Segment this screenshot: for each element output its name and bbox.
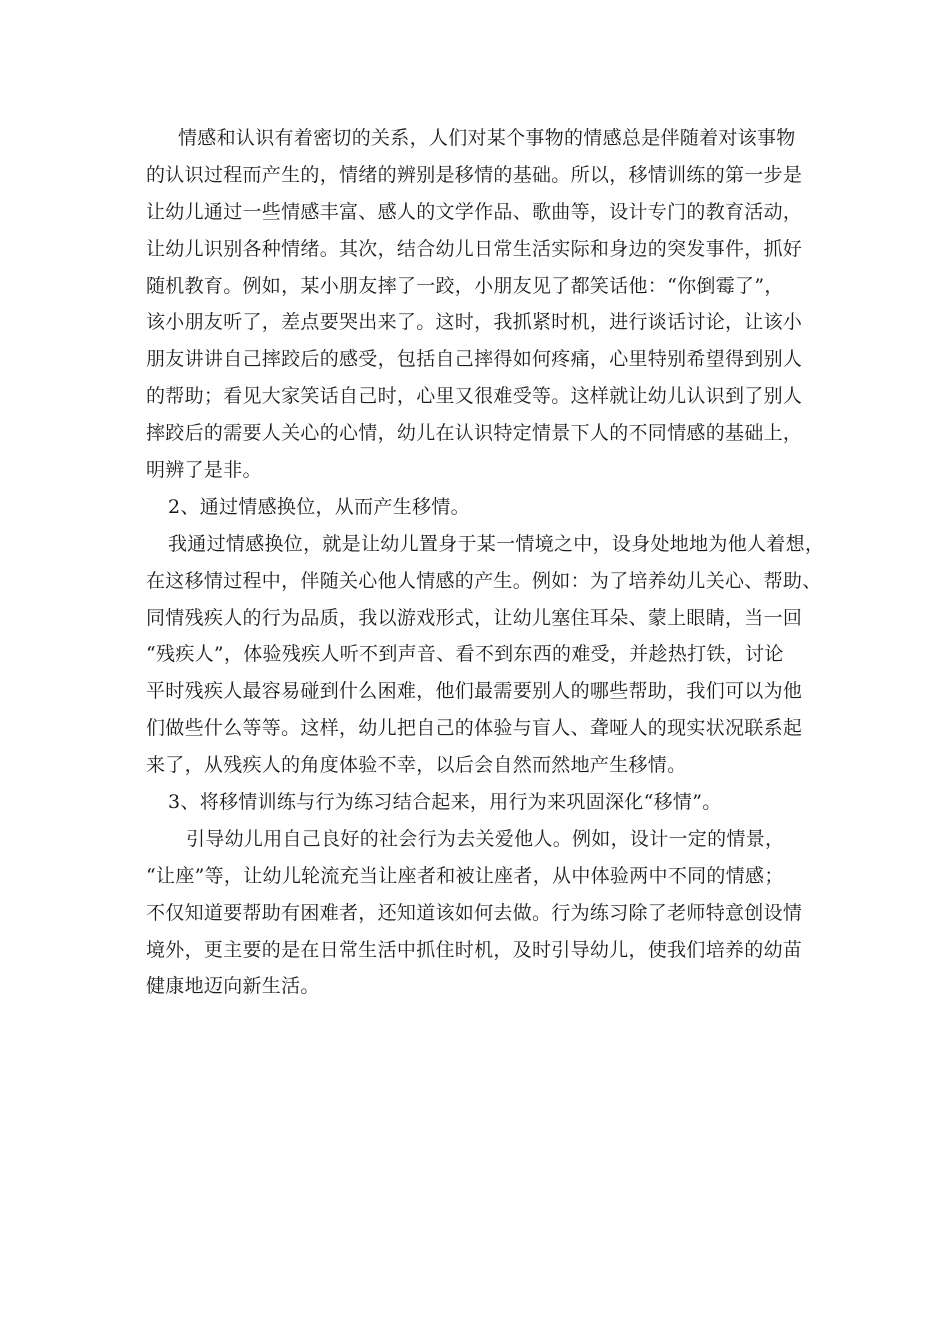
text-line: “让座”等，让幼儿轮流充当让座者和被让座者，从中体验两中不同的情感； — [146, 864, 784, 887]
paragraph-2 — [146, 526, 825, 784]
text-line: 随机教育。例如，某小朋友摔了一跤，小朋友见了都笑话他：“你倒霉了”， — [146, 274, 784, 297]
document-body — [146, 120, 825, 1005]
text-line: 境外，更主要的是在日常生活中抓住时机，及时引导幼儿，使我们培养的幼苗 — [146, 938, 803, 961]
text-line: 平时残疾人最容易碰到什么困难，他们最需要别人的哪些帮助，我们可以为他 — [146, 680, 803, 703]
text-line: 摔跤后的需要人关心的心情，幼儿在认识特定情景下人的不同情感的基础上， — [146, 422, 803, 445]
text-line: 让幼儿通过一些情感丰富、感人的文学作品、歌曲等，设计专门的教育活动， — [146, 200, 803, 223]
text-line: 我通过情感换位，就是让幼儿置身于某一情境之中，设身处地地为他人着想， — [168, 532, 825, 555]
text-line: 不仅知道要帮助有困难者，还知道该如何去做。行为练习除了老师特意创设情 — [146, 901, 803, 924]
text-line: 同情残疾人的行为品质，我以游戏形式，让幼儿塞住耳朵、蒙上眼睛，当一回 — [146, 606, 803, 629]
text-line: 情感和认识有着密切的关系，人们对某个事物的情感总是伴随着对该事物 — [178, 127, 796, 149]
text-line: 健康地迈向新生活。 — [146, 975, 320, 998]
text-line: 引导幼儿用自己良好的社会行为去关爱他人。例如，设计一定的情景， — [186, 827, 785, 850]
text-line: 让幼儿识别各种情绪。其次，结合幼儿日常生活实际和身边的突发事件，抓好 — [146, 237, 803, 260]
text-line: “残疾人”，体验残疾人听不到声音、看不到东西的难受，并趁热打铁，讨论 — [146, 643, 784, 666]
section-heading-2: 2、通过情感换位，从而产生移情。 — [168, 495, 470, 518]
text-line: 来了，从残疾人的角度体验不幸，以后会自然而然地产生移情。 — [146, 754, 687, 777]
text-line: 该小朋友听了，差点要哭出来了。这时，我抓紧时机，进行谈话讨论，让该小 — [146, 311, 803, 334]
text-line: 明辨了是非。 — [146, 459, 262, 482]
paragraph-3 — [146, 821, 816, 1005]
text-line: 在这移情过程中，伴随关心他人情感的产生。例如：为了培养幼儿关心、帮助、 — [146, 569, 822, 592]
section-heading-3: 3、将移情训练与行为练习结合起来，用行为来巩固深化“移情”。 — [168, 791, 722, 814]
paragraph-1 — [146, 120, 816, 489]
text-line: 的认识过程而产生的，情绪的辨别是移情的基础。所以，移情训练的第一步是 — [146, 163, 803, 186]
text-line: 朋友讲讲自己摔跤后的感受，包括自己摔得如何疼痛，心里特别希望得到别人 — [146, 348, 803, 371]
text-line: 的帮助；看见大家笑话自己时，心里又很难受等。这样就让幼儿认识到了别人 — [146, 385, 803, 408]
text-line: 们做些什么等等。这样，幼儿把自己的体验与盲人、聋哑人的现实状况联系起 — [146, 717, 803, 740]
